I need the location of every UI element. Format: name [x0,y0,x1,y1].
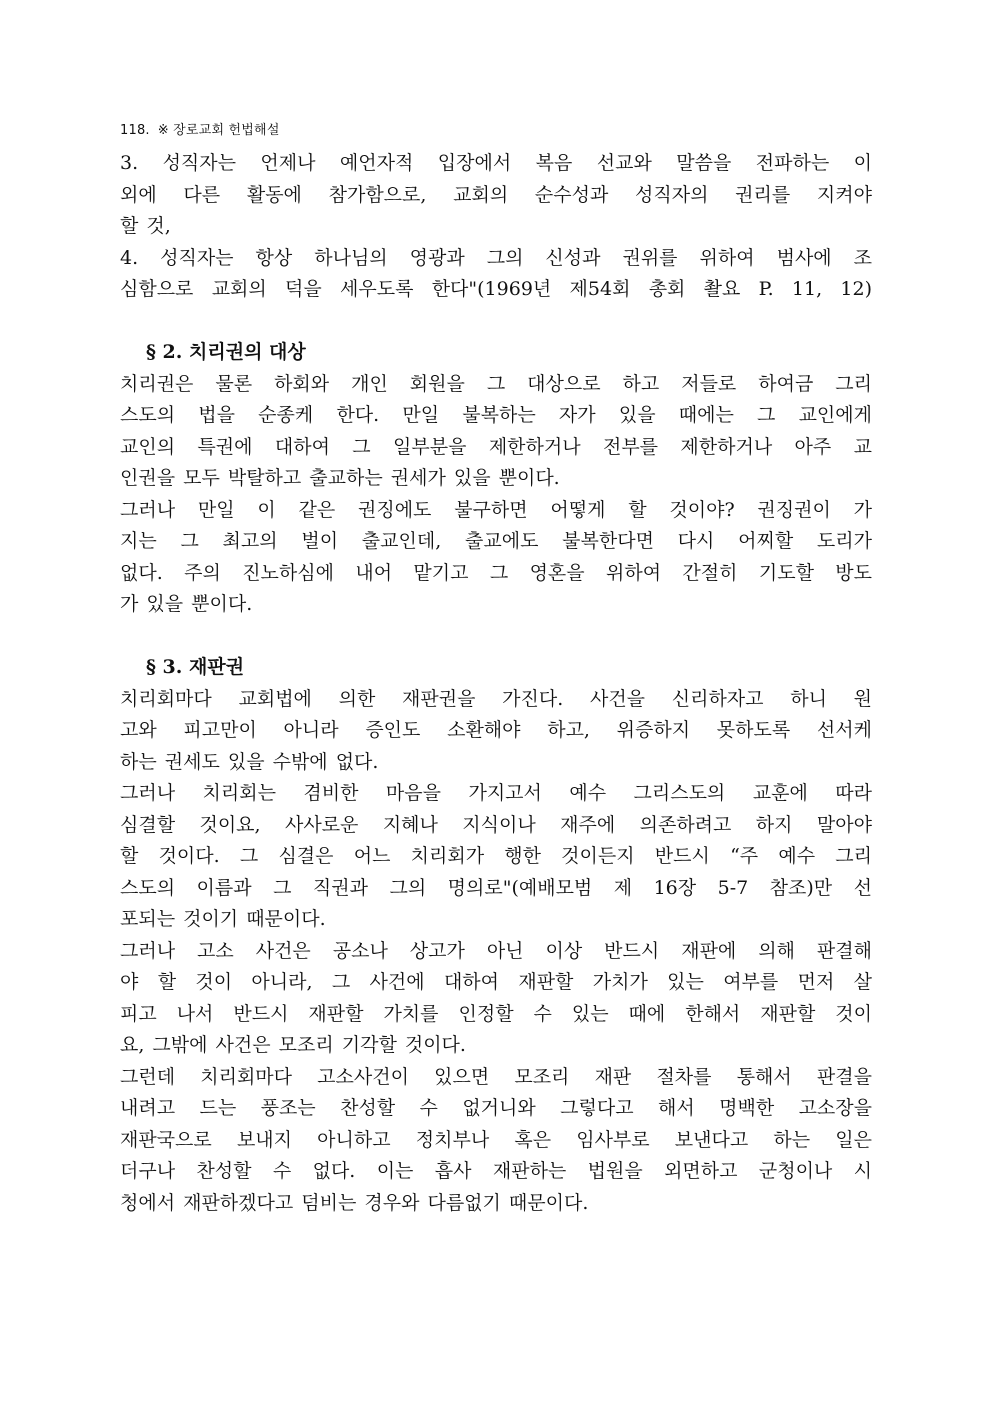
text-line: 가 있을 뿐이다. [120,593,253,615]
text-line: 그런데 치리회마다 고소사건이 있으면 모조리 재판 절차를 통해서 판결을 [120,1065,872,1088]
text-line: 그러나 치리회는 겸비한 마음을 가지고서 예수 그리스도의 교훈에 따라 [120,782,872,804]
running-header [120,119,280,138]
text-line: 할 것이다. 그 심결은 어느 치리회가 행한 것이든지 반드시 “주 예수 그리 [120,845,872,867]
text-line: 청에서 재판하겠다고 덤비는 경우와 다름없기 때문이다. [120,1191,589,1214]
text-line: 할 것, [120,215,171,237]
paragraph-gap [120,621,872,653]
body-text [120,148,872,1219]
text-line: 그러나 고소 사건은 공소나 상고가 아닌 이상 반드시 재판에 의해 판결해 [120,939,872,962]
text-line: 심함으로 교회의 덕을 세우도록 한다"(1969년 제54회 총회 촬요 P. 11, 12) [120,278,872,300]
running-title: ※ 장로교회 헌법해설 [157,123,280,138]
text-line: 교인의 특권에 대하여 그 일부분을 제한하거나 전부를 제한하거나 아주 교 [120,435,872,458]
text-line: 치리회마다 교회법에 의한 재판권을 가진다. 사건을 신리하자고 하니 원 [120,687,872,710]
text-line: 치리권은 물론 하회와 개인 회원을 그 대상으로 하고 저들로 하여금 그리 [120,372,872,395]
page-number: 118. [120,123,150,138]
text-line: 하는 권세도 있을 수밖에 없다. [120,750,379,773]
text-line: 스도의 이름과 그 직권과 그의 명의로"(예배모범 제 16장 5-7 참조)만 선 [120,876,872,899]
text-line: 피고 나서 반드시 재판할 가치를 인정할 수 있는 때에 한해서 재판할 것이 [120,1002,872,1025]
text-line: 지는 그 최고의 벌이 출교인데, 출교에도 불복한다면 다시 어찌할 도리가 [120,530,872,552]
text-line: 요, 그밖에 사건은 모조리 기각할 것이다. [120,1034,466,1056]
text-line: 포되는 것이기 때문이다. [120,908,326,930]
text-line: 그러나 만일 이 같은 권징에도 불구하면 어떻게 할 것이야? 권징권이 가 [120,498,872,521]
text-line: 재판국으로 보내지 아니하고 정치부나 혹은 임사부로 보낸다고 하는 일은 [120,1128,872,1151]
text-line: 야 할 것이 아니라, 그 사건에 대하여 재판할 가치가 있는 여부를 먼저 살 [120,971,872,993]
paragraph-gap [120,306,872,338]
text-line: 없다. 주의 진노하심에 내어 맡기고 그 영혼을 위하여 간절히 기도할 방도 [120,561,872,584]
text-line: 스도의 법을 순종케 한다. 만일 불복하는 자가 있을 때에는 그 교인에게 [120,404,872,426]
text-line: 더구나 찬성할 수 없다. 이는 흡사 재판하는 법원을 외면하고 군청이나 시 [120,1160,872,1182]
text-line: 외에 다른 활동에 참가함으로, 교회의 순수성과 성직자의 권리를 지켜야 [120,183,872,206]
section-heading: § 3. 재판권 [146,656,245,678]
section-heading: § 2. 치리권의 대상 [146,341,306,363]
text-line: 3. 성직자는 언제나 예언자적 입장에서 복음 선교와 말씀을 전파하는 이 [120,152,872,174]
text-line: 심결할 것이요, 사사로운 지혜나 지식이나 재주에 의존하려고 하지 말아야 [120,813,872,836]
text-line: 고와 피고만이 아니라 증인도 소환해야 하고, 위증하지 못하도록 선서케 [120,719,872,741]
text-line: 인권을 모두 박탈하고 출교하는 권세가 있을 뿐이다. [120,467,560,489]
text-line: 4. 성직자는 항상 하나님의 영광과 그의 신성과 권위를 위하여 범사에 조 [120,246,872,269]
text-line: 내려고 드는 풍조는 찬성할 수 없거니와 그렇다고 해서 명백한 고소장을 [120,1097,872,1119]
